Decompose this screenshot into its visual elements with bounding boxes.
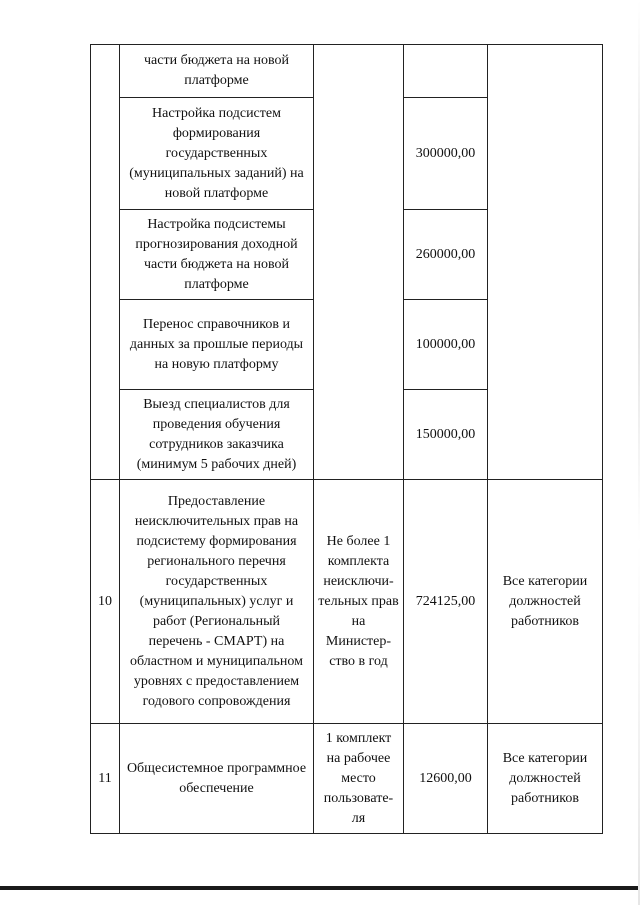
price-cell: 12600,00 [404, 724, 488, 834]
service-name: Настройка подсистемы прогнозирования доходной части бюджета на новой платформе [135, 216, 298, 292]
row-number-cell: 10 [91, 480, 120, 724]
service-name-cell [120, 724, 314, 834]
price-cell: 150000,00 [404, 390, 488, 480]
service-name: Выезд специалистов для проведения обучения сотрудников заказчика (минимум 5 рабочих дней) [136, 396, 297, 472]
quantity-cell: 1 комплект на рабочее место пользовате-ля [314, 724, 404, 834]
service-name: Перенос справочников и данных за прошлые периоды на новую платформу [129, 316, 304, 372]
row-number-cell: 11 [91, 724, 120, 834]
service-name-cell [120, 300, 314, 390]
service-name-cell [120, 390, 314, 480]
quantity-cell [314, 45, 404, 480]
table-row [91, 480, 603, 724]
service-name-cell [120, 45, 314, 98]
price-cell: 260000,00 [404, 210, 488, 300]
table-row [91, 724, 603, 834]
price-cell [404, 45, 488, 98]
row-number-cell [91, 45, 120, 480]
table-row [91, 45, 603, 98]
service-name-cell [120, 98, 314, 210]
category-cell [488, 45, 603, 480]
service-name: Настройка подсистем формирования государственных (муниципальных заданий) на новой платформе [129, 105, 304, 201]
page-bottom-rule [0, 886, 640, 890]
service-name-cell [120, 480, 314, 724]
price-cell: 300000,00 [404, 98, 488, 210]
service-name: части бюджета на новой платформе [144, 53, 289, 88]
price-table [90, 44, 603, 834]
quantity-cell: Не более 1 комплекта неисключи-тельных прав на Министер-ство в год [314, 480, 404, 724]
price-cell: 724125,00 [404, 480, 488, 724]
category-cell: Все категории должностей работников [488, 724, 603, 834]
service-name: Общесистемное программное обеспечение [126, 760, 307, 796]
category-cell: Все категории должностей работников [488, 480, 603, 724]
price-cell: 100000,00 [404, 300, 488, 390]
service-name-cell [120, 210, 314, 300]
service-name: Предоставление неисключительных прав на подсистему формирования регионального перечня государственных (муниципальных) услуг и работ (Региональный перечень - СМАРТ) на областном и муниципальном уровнях с предоставлением годового сопровождения [130, 493, 303, 709]
